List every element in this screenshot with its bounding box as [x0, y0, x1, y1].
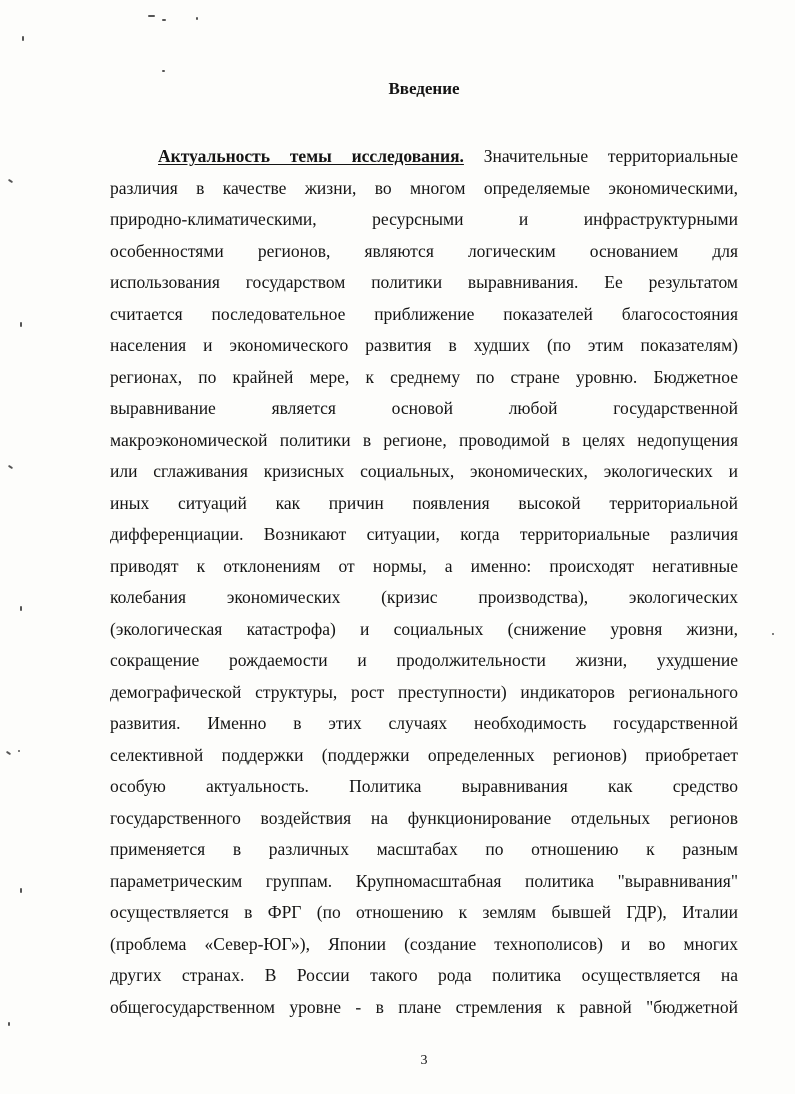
scan-speck [162, 19, 166, 21]
text-line: демографической структуры, рост преступности) индикаторов регионального [110, 681, 738, 702]
text-line: особую актуальность. Политика выравнивания как средство [110, 776, 738, 796]
text-line: общегосударственном уровне - в плане стремления к равной "бюджетной [110, 996, 738, 1017]
scan-speck [196, 17, 198, 20]
text-line: государственного воздействия на функционирование отдельных регионов [110, 807, 738, 828]
text-line: параметрическим группам. Крупномасштабная политика "выравнивания" [110, 870, 738, 891]
text-line: особенностями регионов, являются логическим основанием для [110, 240, 738, 261]
text-line: иных ситуаций как причин появления высокой территориальной [110, 492, 738, 513]
text-line: регионах, по крайней мере, к среднему по стране уровню. Бюджетное [110, 366, 738, 387]
text-line: выравнивание является основой любой государственной [110, 398, 738, 418]
scan-speck [22, 36, 24, 41]
scan-speck [772, 633, 774, 635]
scan-speck [20, 888, 22, 893]
text-line: или сглаживания кризисных социальных, экономических, экологических и [110, 461, 738, 481]
text-line: других странах. В России такого рода политика осуществляется на [110, 965, 738, 985]
text-line: приводят к отклонениям от нормы, а именно: происходят негативные [110, 555, 738, 576]
text-line: макроэкономической политики в регионе, проводимой в целях недопущения [110, 429, 738, 450]
text-line [110, 141, 738, 173]
lead-phrase: Актуальность темы исследования. [158, 146, 464, 166]
text-line: различия в качестве жизни, во многом определяемые экономическими, [110, 177, 738, 198]
scan-speck [20, 322, 22, 327]
scan-speck [162, 70, 165, 72]
scan-speck [20, 606, 22, 611]
text-line: колебания экономических (кризис производства), экологических [110, 587, 738, 607]
page-number: 3 [420, 1053, 428, 1068]
text-line: селективной поддержки (поддержки определенных регионов) приобретает [110, 744, 738, 765]
scan-speck [8, 1022, 10, 1026]
scan-speck [8, 179, 13, 184]
text-line: природно-климатическими, ресурсными и инфраструктурными [110, 209, 738, 229]
scan-speck [8, 465, 13, 470]
text-line: населения и экономического развития в худших (по этим показателям) [110, 335, 738, 355]
scan-speck [6, 751, 11, 756]
text-line: применяется в различных масштабах по отношению к разным [110, 839, 738, 859]
text-line: осуществляется в ФРГ (по отношению к землям бывшей ГДР), Италии [110, 902, 738, 922]
body-paragraph [110, 141, 738, 1023]
scan-speck [148, 15, 155, 17]
text-line: считается последовательное приближение показателей благосостояния [110, 303, 738, 324]
text-line: сокращение рождаемости и продолжительности жизни, ухудшение [110, 650, 738, 670]
scan-speck [18, 750, 20, 752]
text-line: использования государством политики выравнивания. Ее результатом [110, 272, 738, 292]
text-line: дифференциации. Возникают ситуации, когда территориальные различия [110, 524, 738, 544]
section-heading: Введение [388, 79, 460, 98]
first-line-text: Значительные территориальные [483, 146, 738, 166]
text-line: развития. Именно в этих случаях необходимость государственной [110, 713, 738, 733]
text-line: (проблема «Север-ЮГ»), Японии (создание технополисов) и во многих [110, 933, 738, 954]
text-line: (экологическая катастрофа) и социальных (снижение уровня жизни, [110, 618, 738, 639]
